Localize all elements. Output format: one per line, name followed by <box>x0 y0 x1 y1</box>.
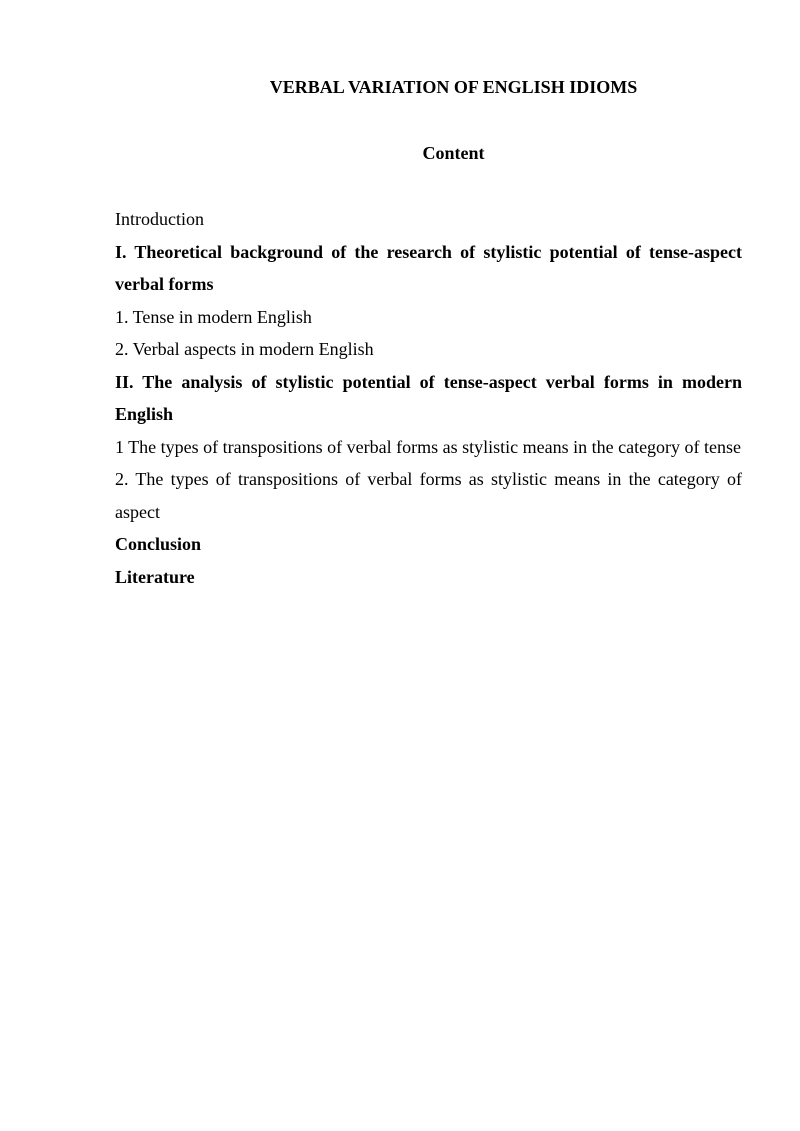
toc-item-chapter-1: I. Theoretical background of the research of stylistic potential of tense-aspect verbal forms <box>115 241 742 294</box>
toc-item-introduction: Introduction <box>115 209 204 229</box>
toc-item-section-1-2: 2. Verbal aspects in modern English <box>115 339 374 359</box>
content-heading: Content <box>422 143 485 163</box>
toc-item-section-1-1: 1. Tense in modern English <box>115 306 312 327</box>
toc-item-section-2-1: 1 The types of transpositions of verbal forms as stylistic means in the category of tense <box>115 436 742 457</box>
document-title: VERBAL VARIATION OF ENGLISH IDIOMS <box>269 77 638 97</box>
toc-item-chapter-2: II. The analysis of stylistic potential of tense-aspect verbal forms in modern English <box>115 371 742 424</box>
toc-item-section-2-2: 2. The types of transpositions of verbal forms as stylistic means in the category of aspect <box>115 469 742 522</box>
toc-item-literature: Literature <box>115 566 195 587</box>
table-of-contents <box>115 203 742 593</box>
toc-item-conclusion: Conclusion <box>115 534 202 554</box>
